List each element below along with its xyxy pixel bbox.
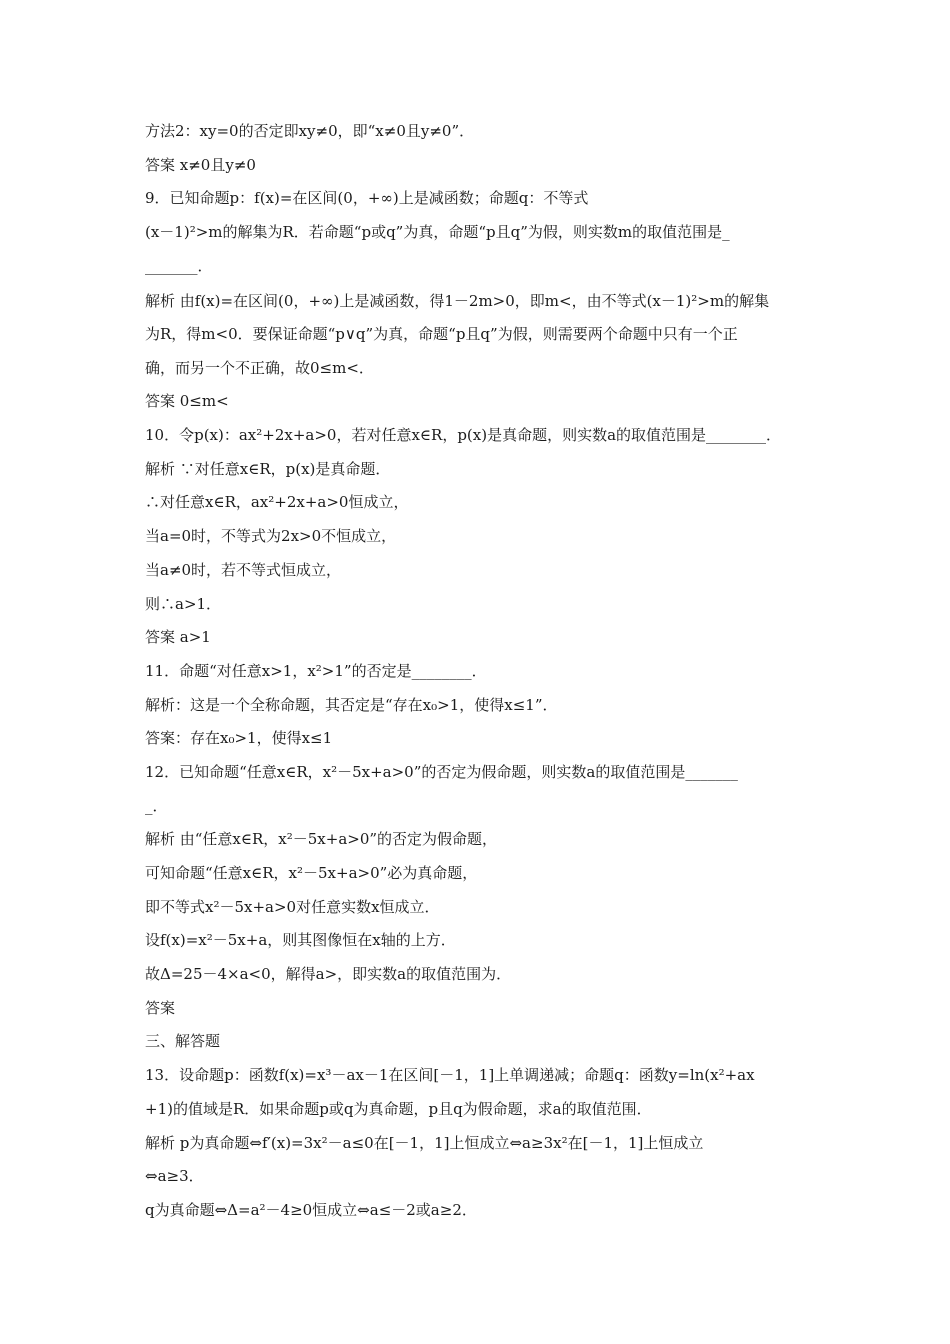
text-line: 则∴a>1． — [145, 595, 222, 613]
text-line: 即不等式x²－5x+a>0对任意实数x恒成立． — [145, 898, 440, 916]
text-line: _______． — [145, 257, 213, 275]
text-line: 当a≠0时，若不等式恒成立， — [145, 561, 342, 579]
text-line: _． — [145, 797, 168, 815]
text-line: 解析 由“任意x∈R，x²－5x+a>0”的否定为假命题， — [145, 830, 498, 848]
text-line: 答案 0≤m< — [145, 392, 229, 410]
text-line: 为R，得m<0．要保证命题“p∨q”为真，命题“p且q”为假，则需要两个命题中只有一个正 — [145, 325, 738, 343]
text-line: q为真命题⇔Δ=a²－4≥0恒成立⇔a≤－2或a≥2． — [145, 1201, 477, 1219]
text-line: 确，而另一个不正确，故0≤m<． — [145, 359, 374, 377]
text-line: 解析 ∵对任意x∈R，p(x)是真命题． — [145, 460, 391, 478]
text-line: 13．设命题p：函数f(x)=x³－ax－1在区间[－1，1]上单调递减；命题q：函数y=ln(x²+ax — [145, 1066, 755, 1084]
text-line: 答案 — [145, 999, 176, 1017]
text-line: 可知命题“任意x∈R，x²－5x+a>0”必为真命题， — [145, 864, 478, 882]
text-line: 答案 a>1 — [145, 628, 211, 646]
text-line: 方法2：xy=0的否定即xy≠0，即“x≠0且y≠0”． — [145, 122, 475, 140]
text-line: 解析：这是一个全称命题，其否定是“存在x₀>1，使得x≤1”． — [145, 696, 558, 714]
text-line: 10．令p(x)：ax²+2x+a>0，若对任意x∈R，p(x)是真命题，则实数a的取值范围是________． — [145, 426, 782, 444]
text-line: 答案：存在x₀>1，使得x≤1 — [145, 729, 333, 747]
text-line: 设f(x)=x²－5x+a，则其图像恒在x轴的上方． — [145, 931, 456, 949]
text-line: (x－1)²>m的解集为R．若命题“p或q”为真，命题“p且q”为假，则实数m的取值范围是_ — [145, 223, 730, 241]
text-line: 解析 由f(x)=在区间(0，+∞)上是减函数，得1－2m>0，即m<，由不等式(x－1)²>m的解集 — [145, 292, 770, 310]
text-line: 11．命题“对任意x>1，x²>1”的否定是________． — [145, 662, 487, 680]
text-line: 答案 x≠0且y≠0 — [145, 156, 256, 174]
text-line: 故Δ=25－4×a<0，解得a>，即实数a的取值范围为． — [145, 965, 512, 983]
text-line: ⇔a≥3． — [145, 1167, 204, 1185]
text-line: 三、解答题 — [145, 1032, 221, 1050]
text-line: 12．已知命题“任意x∈R，x²－5x+a>0”的否定为假命题，则实数a的取值范围是_______ — [145, 763, 738, 781]
text-line: ∴对任意x∈R，ax²+2x+a>0恒成立， — [145, 493, 409, 511]
text-line: 当a=0时，不等式为2x>0不恒成立， — [145, 527, 397, 545]
text-line: 解析 p为真命题⇔f′(x)=3x²－a≤0在[－1，1]上恒成立⇔a≥3x²在[－1，1]上恒成立 — [145, 1134, 704, 1152]
text-line: +1)的值域是R．如果命题p或q为真命题，p且q为假命题，求a的取值范围． — [145, 1100, 652, 1118]
text-line: 9．已知命题p：f(x)=在区间(0，+∞)上是减函数；命题q：不等式 — [145, 189, 589, 207]
